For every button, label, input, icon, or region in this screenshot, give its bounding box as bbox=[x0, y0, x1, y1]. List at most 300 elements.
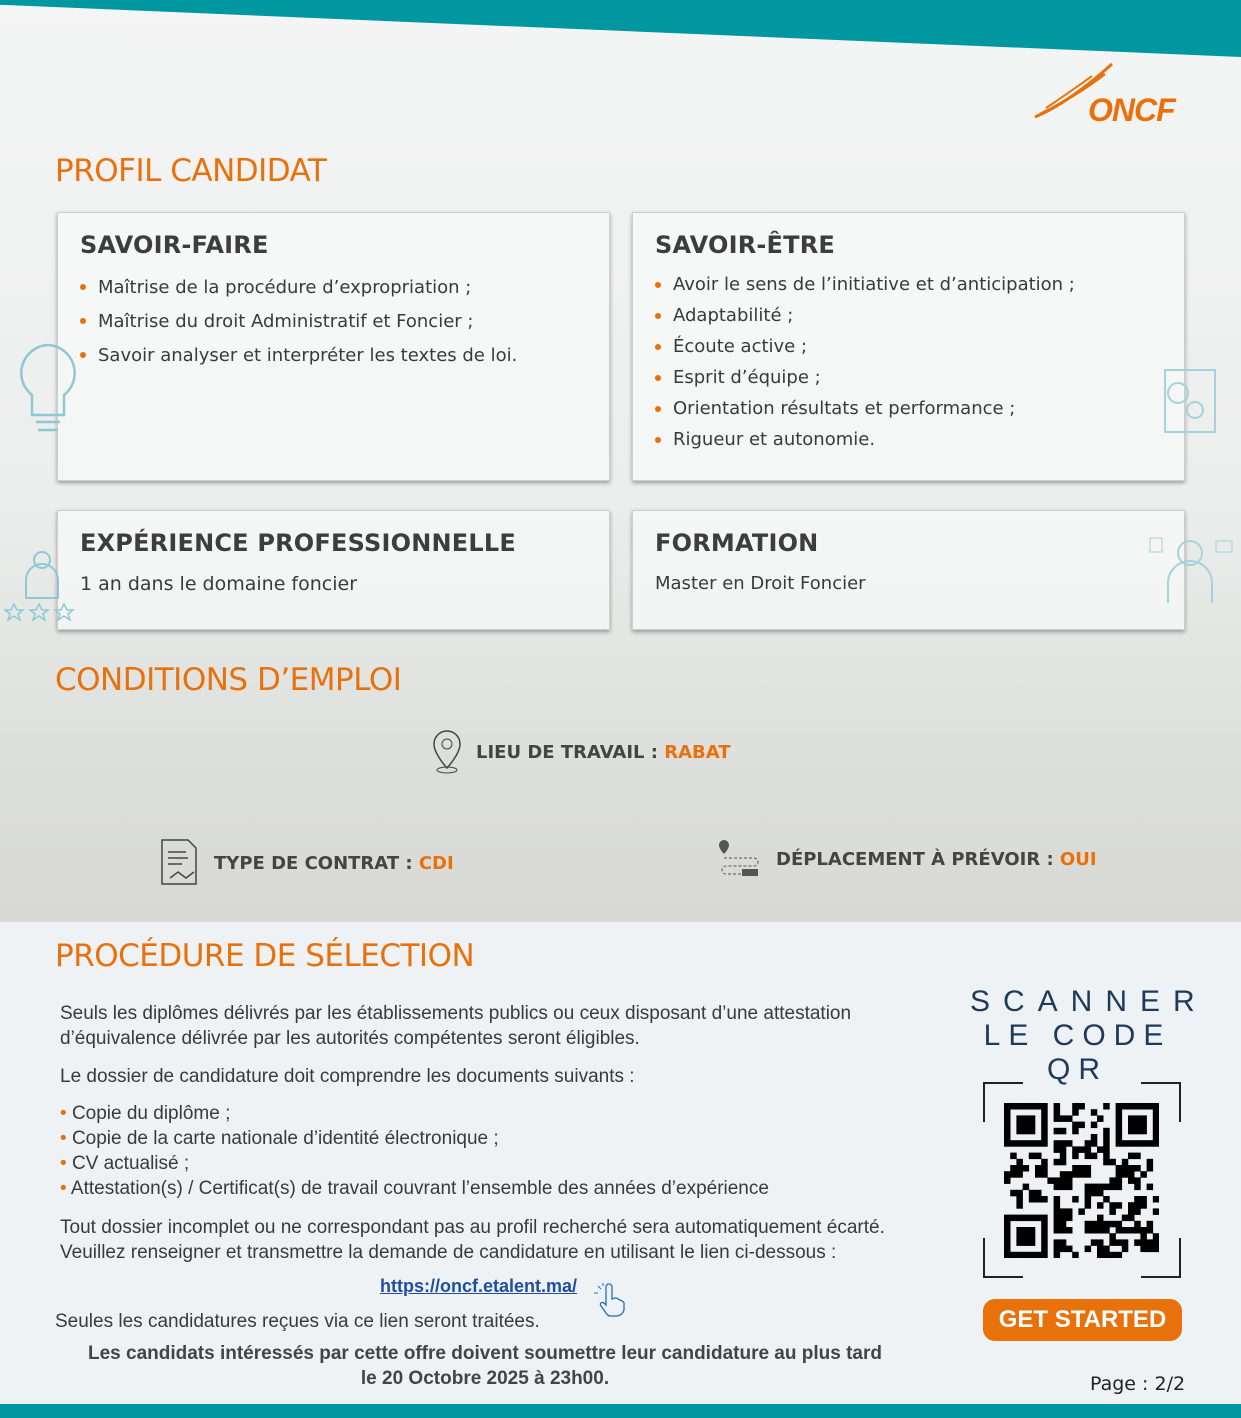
qr-module bbox=[1140, 1196, 1147, 1203]
qr-module bbox=[1147, 1227, 1154, 1234]
qr-module bbox=[1072, 1171, 1079, 1178]
qr-module bbox=[1128, 1171, 1135, 1178]
qr-module bbox=[1153, 1103, 1159, 1110]
qr-module bbox=[1128, 1115, 1135, 1122]
qr-module bbox=[1029, 1122, 1036, 1129]
qr-module bbox=[1128, 1227, 1135, 1234]
qr-module bbox=[1035, 1252, 1042, 1258]
qr-module bbox=[1060, 1215, 1067, 1222]
documents-list bbox=[60, 1101, 769, 1201]
qr-module bbox=[1054, 1140, 1061, 1147]
procedure-p5: Seules les candidatures reçues via ce lien seront traitées. bbox=[55, 1311, 540, 1332]
qr-module bbox=[1016, 1239, 1023, 1246]
contract-handshake-icon bbox=[158, 838, 202, 888]
qr-module bbox=[1060, 1239, 1067, 1246]
card-title: SAVOIR-FAIRE bbox=[80, 231, 269, 259]
qr-module bbox=[1066, 1246, 1073, 1253]
person-network-icon bbox=[1148, 533, 1234, 608]
qr-module bbox=[1035, 1171, 1042, 1178]
qr-module bbox=[1122, 1246, 1129, 1253]
footer-band bbox=[0, 1404, 1241, 1418]
qr-module bbox=[1134, 1221, 1141, 1228]
list-item: Adaptabilité ; bbox=[655, 300, 1184, 331]
qr-module bbox=[1054, 1109, 1061, 1116]
qr-module bbox=[1041, 1171, 1048, 1178]
qr-module bbox=[1134, 1165, 1141, 1172]
qr-module bbox=[1016, 1122, 1023, 1129]
qr-module bbox=[1091, 1190, 1098, 1197]
qr-module bbox=[1085, 1146, 1092, 1153]
section-title-procedure: PROCÉDURE DE SÉLECTION bbox=[55, 938, 475, 974]
lightbulb-icon bbox=[8, 340, 88, 440]
list-item: Orientation résultats et performance ; bbox=[655, 393, 1184, 424]
list-item: Maîtrise du droit Administratif et Foncier ; bbox=[80, 305, 609, 339]
qr-module bbox=[1122, 1215, 1129, 1222]
qr-heading-line1: SCANNER bbox=[970, 985, 1208, 1018]
qr-module bbox=[1010, 1252, 1017, 1258]
qr-module bbox=[1035, 1196, 1042, 1203]
qr-module bbox=[1029, 1153, 1036, 1160]
qr-module bbox=[1004, 1109, 1011, 1116]
qr-module bbox=[1097, 1221, 1104, 1228]
qr-module bbox=[1153, 1109, 1159, 1116]
list-item: Avoir le sens de l’initiative et d’anticipation ; bbox=[655, 269, 1184, 300]
qr-module bbox=[1134, 1208, 1141, 1215]
qr-module bbox=[1153, 1128, 1159, 1135]
card-savoir-faire bbox=[57, 212, 610, 481]
qr-module bbox=[1047, 1177, 1054, 1184]
qr-module bbox=[1097, 1190, 1104, 1197]
qr-module bbox=[1041, 1109, 1048, 1116]
qr-module bbox=[1097, 1184, 1104, 1191]
qr-module bbox=[1004, 1134, 1011, 1141]
qr-module bbox=[1085, 1153, 1092, 1160]
qr-module bbox=[1140, 1239, 1147, 1246]
card-title: FORMATION bbox=[655, 529, 819, 557]
qr-module bbox=[1147, 1140, 1154, 1147]
qr-module bbox=[1134, 1140, 1141, 1147]
application-link[interactable]: https://oncf.etalent.ma/ bbox=[380, 1276, 578, 1296]
qr-module bbox=[1016, 1227, 1023, 1234]
qr-module bbox=[1054, 1246, 1061, 1253]
qr-module bbox=[1128, 1208, 1135, 1215]
qr-module bbox=[1085, 1246, 1092, 1253]
qr-module bbox=[1054, 1128, 1061, 1135]
qr-module bbox=[1109, 1252, 1116, 1258]
qr-module bbox=[1085, 1165, 1092, 1172]
qr-module bbox=[1029, 1140, 1036, 1147]
qr-module bbox=[1097, 1246, 1104, 1253]
qr-module bbox=[1010, 1215, 1017, 1222]
qr-module bbox=[1103, 1103, 1110, 1110]
qr-module bbox=[1134, 1196, 1141, 1203]
qr-module bbox=[1140, 1140, 1147, 1147]
qr-module bbox=[1023, 1103, 1030, 1110]
card-text: 1 an dans le domaine foncier bbox=[80, 573, 358, 595]
qr-module bbox=[1078, 1122, 1085, 1129]
qr-module bbox=[1016, 1202, 1023, 1209]
qr-module bbox=[1091, 1184, 1098, 1191]
qr-module bbox=[1066, 1115, 1073, 1122]
qr-module bbox=[1128, 1165, 1135, 1172]
qr-module bbox=[1116, 1177, 1123, 1184]
qr-module bbox=[1147, 1239, 1154, 1246]
qr-module bbox=[1085, 1202, 1092, 1209]
qr-module bbox=[1054, 1196, 1061, 1203]
qr-module bbox=[1091, 1221, 1098, 1228]
qr-module bbox=[1023, 1239, 1030, 1246]
qr-module bbox=[1140, 1227, 1147, 1234]
qr-module bbox=[1060, 1153, 1067, 1160]
deadline-line2: le 20 Octobre 2025 à 23h00. bbox=[360, 1368, 610, 1389]
condition-label: DÉPLACEMENT À PRÉVOIR : bbox=[776, 848, 1054, 870]
qr-module bbox=[1060, 1184, 1067, 1191]
qr-module bbox=[1116, 1239, 1123, 1246]
qr-module bbox=[1097, 1202, 1104, 1209]
qr-module bbox=[1029, 1252, 1036, 1258]
qr-module bbox=[1041, 1140, 1048, 1147]
qr-module bbox=[1041, 1196, 1048, 1203]
qr-module bbox=[1072, 1153, 1079, 1160]
qr-module bbox=[1054, 1227, 1061, 1234]
qr-module bbox=[1023, 1165, 1030, 1172]
qr-module bbox=[1016, 1252, 1023, 1258]
qr-module bbox=[1103, 1221, 1110, 1228]
qr-module bbox=[1091, 1153, 1098, 1160]
qr-module bbox=[1010, 1103, 1017, 1110]
qr-module bbox=[1116, 1109, 1123, 1116]
procedure-p2: Le dossier de candidature doit comprendre les documents suivants : bbox=[60, 1066, 635, 1087]
person-rating-icon bbox=[4, 548, 82, 623]
qr-module bbox=[1128, 1177, 1135, 1184]
qr-module bbox=[1054, 1103, 1061, 1110]
qr-module bbox=[1134, 1227, 1141, 1234]
qr-module bbox=[1072, 1103, 1079, 1110]
qr-module bbox=[1060, 1227, 1067, 1234]
qr-module bbox=[1078, 1165, 1085, 1172]
qr-module bbox=[1060, 1128, 1067, 1135]
qr-module bbox=[1134, 1177, 1141, 1184]
qr-module bbox=[1103, 1134, 1110, 1141]
qr-module bbox=[1103, 1252, 1110, 1258]
qr-module bbox=[1085, 1190, 1092, 1197]
qr-module bbox=[1109, 1221, 1116, 1228]
qr-module bbox=[1085, 1196, 1092, 1203]
card-formation bbox=[632, 510, 1185, 630]
qr-module bbox=[1072, 1109, 1079, 1116]
list-item: Savoir analyser et interpréter les textes de loi. bbox=[80, 339, 609, 373]
qr-module bbox=[1016, 1215, 1023, 1222]
procedure-p1: Seuls les diplômes délivrés par les établissements publics ou ceux disposant d’une attestation d’équivalence délivrée par les autorités compétentes seront éligibles. bbox=[60, 1003, 852, 1049]
qr-module bbox=[1054, 1208, 1061, 1215]
qr-module bbox=[1109, 1233, 1116, 1240]
qr-module bbox=[1060, 1221, 1067, 1228]
qr-module bbox=[1004, 1103, 1011, 1110]
qr-module bbox=[1060, 1140, 1067, 1147]
qr-module bbox=[1054, 1115, 1061, 1122]
qr-module bbox=[1060, 1177, 1067, 1184]
qr-module bbox=[1116, 1128, 1123, 1135]
qr-module bbox=[1153, 1233, 1159, 1240]
qr-module bbox=[1054, 1215, 1061, 1222]
qr-module bbox=[1109, 1239, 1116, 1246]
card-text: Master en Droit Foncier bbox=[655, 573, 866, 594]
qr-module bbox=[1140, 1103, 1147, 1110]
qr-module bbox=[1153, 1140, 1159, 1147]
list-item: Maîtrise de la procédure d’expropriation ; bbox=[80, 271, 609, 305]
qr-module bbox=[1054, 1252, 1061, 1258]
qr-module bbox=[1004, 1252, 1011, 1258]
qr-module bbox=[1004, 1246, 1011, 1253]
qr-module bbox=[1004, 1122, 1011, 1129]
qr-module bbox=[1016, 1140, 1023, 1147]
qr-module bbox=[1004, 1171, 1011, 1178]
header-band bbox=[0, 0, 1241, 60]
qr-module bbox=[1072, 1122, 1079, 1129]
condition-value: CDI bbox=[418, 852, 454, 874]
qr-module bbox=[1140, 1246, 1147, 1253]
qr-module bbox=[1060, 1115, 1067, 1122]
qr-code[interactable] bbox=[983, 1082, 1181, 1278]
qr-module bbox=[1103, 1128, 1110, 1135]
qr-module bbox=[1085, 1140, 1092, 1147]
qr-module bbox=[1153, 1246, 1159, 1253]
qr-module bbox=[1122, 1171, 1129, 1178]
location-pin-icon bbox=[430, 728, 464, 776]
qr-module bbox=[1041, 1134, 1048, 1141]
qr-module bbox=[1016, 1190, 1023, 1197]
deadline bbox=[30, 1341, 940, 1391]
qr-module bbox=[1128, 1215, 1135, 1222]
qr-module bbox=[1103, 1153, 1110, 1160]
qr-module bbox=[1016, 1171, 1023, 1178]
qr-module bbox=[1035, 1103, 1042, 1110]
qr-module bbox=[1066, 1177, 1073, 1184]
qr-module bbox=[1078, 1103, 1085, 1110]
qr-module bbox=[1109, 1202, 1116, 1209]
qr-module bbox=[1085, 1171, 1092, 1178]
hand-pointer-icon bbox=[592, 1282, 630, 1318]
qr-module bbox=[1029, 1190, 1036, 1197]
qr-module bbox=[1004, 1215, 1011, 1222]
list-item: • CV actualisé ; bbox=[60, 1151, 769, 1176]
qr-module bbox=[1085, 1221, 1092, 1228]
gears-document-icon bbox=[1150, 365, 1230, 437]
qr-module bbox=[1134, 1103, 1141, 1110]
qr-module bbox=[1147, 1246, 1154, 1253]
qr-module bbox=[1054, 1202, 1061, 1209]
qr-module bbox=[1109, 1159, 1116, 1166]
page-number: Page : 2/2 bbox=[1090, 1373, 1186, 1395]
qr-heading-line2: LE CODE QR bbox=[983, 1019, 1172, 1086]
qr-module bbox=[1153, 1239, 1159, 1246]
qr-module bbox=[1004, 1221, 1011, 1228]
condition-value: RABAT bbox=[664, 741, 731, 763]
qr-module bbox=[1010, 1140, 1017, 1147]
qr-module bbox=[1066, 1208, 1073, 1215]
qr-module bbox=[1116, 1103, 1123, 1110]
qr-module bbox=[1109, 1184, 1116, 1191]
qr-module bbox=[1004, 1233, 1011, 1240]
condition-deplacement bbox=[718, 838, 1097, 880]
qr-module bbox=[1029, 1239, 1036, 1246]
qr-module bbox=[1041, 1227, 1048, 1234]
qr-module bbox=[1140, 1122, 1147, 1129]
section-title-profil: PROFIL CANDIDAT bbox=[55, 153, 327, 189]
qr-module bbox=[1035, 1153, 1042, 1160]
qr-module bbox=[1035, 1165, 1042, 1172]
deadline-line1: Les candidats intéressés par cette offre doivent soumettre leur candidature au plus tard bbox=[87, 1343, 882, 1364]
qr-module bbox=[1029, 1227, 1036, 1234]
qr-module bbox=[1041, 1215, 1048, 1222]
qr-module bbox=[1023, 1122, 1030, 1129]
qr-module bbox=[1041, 1115, 1048, 1122]
qr-module bbox=[1128, 1103, 1135, 1110]
qr-module bbox=[1060, 1208, 1067, 1215]
qr-module bbox=[1122, 1227, 1129, 1234]
list-item: Esprit d’équipe ; bbox=[655, 362, 1184, 393]
qr-module bbox=[1016, 1103, 1023, 1110]
list-item: Rigueur et autonomie. bbox=[655, 424, 1184, 455]
condition-contrat bbox=[158, 838, 454, 888]
qr-module bbox=[1140, 1128, 1147, 1135]
qr-module bbox=[1134, 1239, 1141, 1246]
condition-value: OUI bbox=[1059, 848, 1097, 870]
qr-module bbox=[1116, 1221, 1123, 1228]
qr-module bbox=[1010, 1190, 1017, 1197]
qr-module bbox=[1116, 1202, 1123, 1209]
qr-module bbox=[1029, 1103, 1036, 1110]
qr-module bbox=[1060, 1146, 1067, 1153]
qr-module bbox=[1134, 1153, 1141, 1160]
qr-module bbox=[1128, 1140, 1135, 1147]
qr-module bbox=[1060, 1159, 1067, 1166]
qr-module bbox=[1128, 1122, 1135, 1129]
qr-module bbox=[1109, 1177, 1116, 1184]
qr-module bbox=[1060, 1246, 1067, 1253]
qr-module bbox=[1023, 1140, 1030, 1147]
qr-module bbox=[1072, 1128, 1079, 1135]
qr-module bbox=[1116, 1115, 1123, 1122]
qr-module bbox=[1023, 1184, 1030, 1191]
card-title: EXPÉRIENCE PROFESSIONNELLE bbox=[80, 529, 516, 557]
qr-module bbox=[1066, 1171, 1073, 1178]
qr-module bbox=[1023, 1233, 1030, 1240]
oncf-logo bbox=[1030, 62, 1190, 132]
qr-module bbox=[1066, 1184, 1073, 1191]
travel-route-icon bbox=[718, 838, 764, 880]
qr-module bbox=[1153, 1134, 1159, 1141]
qr-module bbox=[1122, 1165, 1129, 1172]
qr-module bbox=[1134, 1122, 1141, 1129]
qr-module bbox=[1109, 1208, 1116, 1215]
qr-module bbox=[1147, 1184, 1154, 1191]
condition-label: TYPE DE CONTRAT : bbox=[214, 852, 413, 874]
qr-module bbox=[1097, 1115, 1104, 1122]
condition-lieu bbox=[430, 728, 731, 776]
list-item: • Copie du diplôme ; bbox=[60, 1101, 769, 1126]
qr-module bbox=[1116, 1227, 1123, 1234]
qr-module bbox=[1103, 1246, 1110, 1253]
card-title: SAVOIR-ÊTRE bbox=[655, 231, 835, 259]
qr-module bbox=[1122, 1239, 1129, 1246]
get-started-button[interactable]: GET STARTED bbox=[983, 1299, 1182, 1341]
qr-module bbox=[1103, 1159, 1110, 1166]
qr-module bbox=[1023, 1227, 1030, 1234]
qr-module bbox=[1041, 1103, 1048, 1110]
qr-module bbox=[1097, 1146, 1104, 1153]
qr-module bbox=[1128, 1128, 1135, 1135]
qr-module bbox=[1091, 1134, 1098, 1141]
qr-module bbox=[1004, 1115, 1011, 1122]
qr-module bbox=[1010, 1171, 1017, 1178]
section-title-conditions: CONDITIONS D’EMPLOI bbox=[55, 662, 402, 698]
qr-module bbox=[1122, 1103, 1129, 1110]
qr-module bbox=[1097, 1239, 1104, 1246]
qr-module bbox=[1128, 1153, 1135, 1160]
qr-module bbox=[1116, 1165, 1123, 1172]
card-experience bbox=[57, 510, 610, 630]
qr-module bbox=[1010, 1165, 1017, 1172]
qr-module bbox=[1060, 1171, 1067, 1178]
qr-module bbox=[1134, 1128, 1141, 1135]
qr-module bbox=[1041, 1221, 1048, 1228]
qr-module bbox=[1066, 1140, 1073, 1147]
qr-module bbox=[1097, 1227, 1104, 1234]
qr-module bbox=[1153, 1122, 1159, 1129]
qr-module bbox=[1103, 1227, 1110, 1234]
qr-module bbox=[1085, 1227, 1092, 1234]
qr-module bbox=[1078, 1171, 1085, 1178]
qr-module bbox=[1134, 1202, 1141, 1209]
qr-module bbox=[1035, 1140, 1042, 1147]
qr-module bbox=[1147, 1159, 1154, 1166]
qr-module bbox=[1097, 1215, 1104, 1222]
condition-label: LIEU DE TRAVAIL : bbox=[476, 741, 658, 763]
qr-module bbox=[1116, 1140, 1123, 1147]
procedure-p3: Tout dossier incomplet ou ne correspondant pas au profil recherché sera automatiquement écarté. bbox=[60, 1217, 885, 1238]
qr-module bbox=[1054, 1239, 1061, 1246]
qr-module bbox=[1041, 1246, 1048, 1253]
qr-module bbox=[1016, 1233, 1023, 1240]
qr-module bbox=[1029, 1233, 1036, 1240]
qr-module bbox=[1072, 1146, 1079, 1153]
qr-module bbox=[1116, 1184, 1123, 1191]
qr-module bbox=[1004, 1128, 1011, 1135]
qr-module bbox=[1041, 1252, 1048, 1258]
qr-module bbox=[1091, 1140, 1098, 1147]
qr-module bbox=[1004, 1239, 1011, 1246]
qr-module bbox=[1091, 1122, 1098, 1129]
qr-module bbox=[1010, 1153, 1017, 1160]
qr-module bbox=[1035, 1215, 1042, 1222]
qr-module bbox=[1016, 1115, 1023, 1122]
qr-module bbox=[1023, 1215, 1030, 1222]
qr-module bbox=[1066, 1215, 1073, 1222]
qr-module bbox=[1041, 1233, 1048, 1240]
qr-module bbox=[1091, 1239, 1098, 1246]
qr-module bbox=[1023, 1128, 1030, 1135]
qr-module bbox=[1091, 1109, 1098, 1116]
qr-module bbox=[1091, 1227, 1098, 1234]
qr-module bbox=[1153, 1196, 1159, 1203]
qr-module bbox=[1004, 1140, 1011, 1147]
qr-module bbox=[1153, 1208, 1159, 1215]
qr-module bbox=[1016, 1128, 1023, 1135]
qr-module bbox=[1078, 1208, 1085, 1215]
qr-module bbox=[1085, 1184, 1092, 1191]
qr-module bbox=[1016, 1196, 1023, 1203]
